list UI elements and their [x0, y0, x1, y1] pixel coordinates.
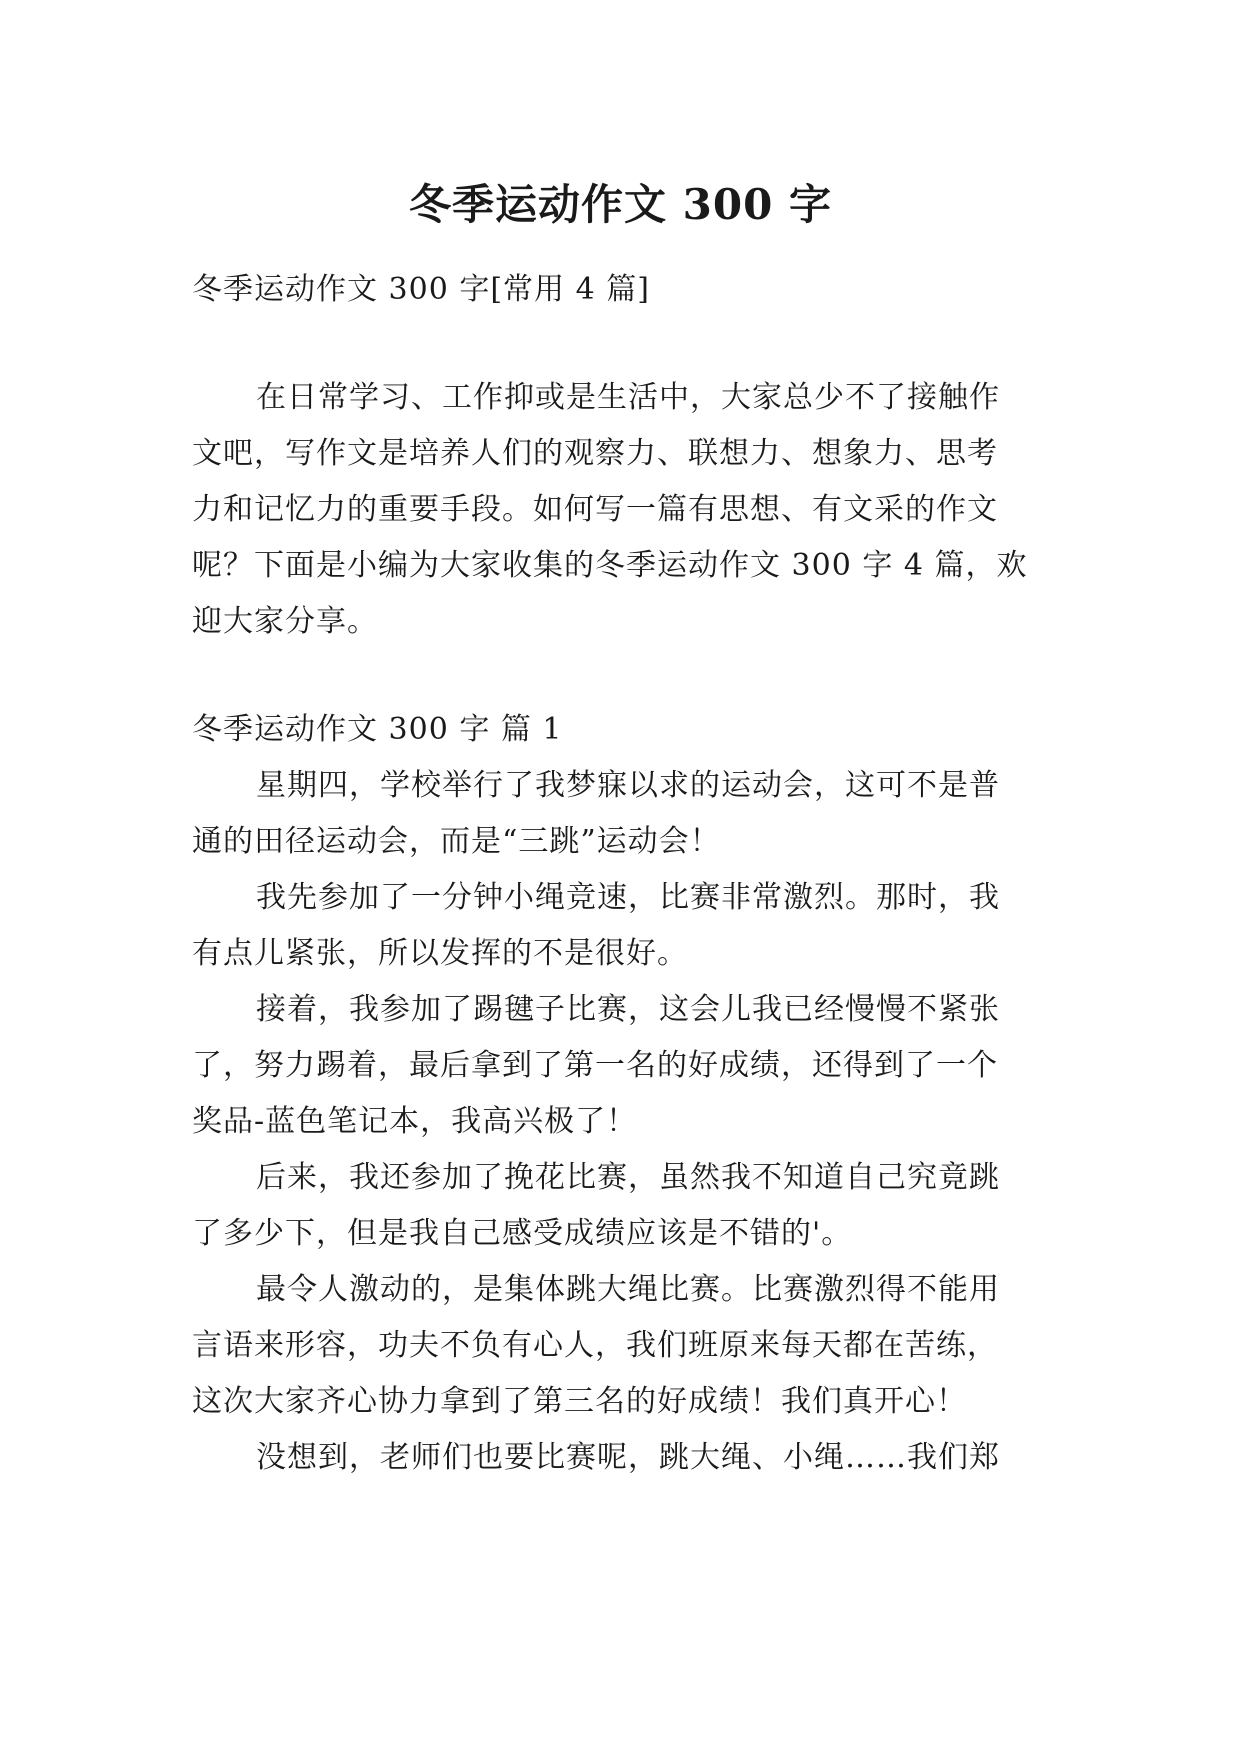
intro-line: 力和记忆力的重要手段。如何写一篇有思想、有文采的作文 [192, 492, 998, 527]
document-title: 冬季运动作文 300 字 [409, 180, 832, 230]
paragraph [192, 982, 1052, 1150]
paragraph-line: 言语来形容，功夫不负有心人，我们班原来每天都在苦练， [192, 1328, 998, 1363]
paragraph-line: 有点儿紧张，所以发挥的不是很好。 [192, 936, 688, 971]
spacer [192, 650, 1052, 702]
paragraph-line: 了多少下，但是我自己感受成绩应该是不错的'。 [192, 1216, 853, 1251]
section-heading: 冬季运动作文 300 字 篇 1 [192, 712, 563, 747]
paragraph [192, 870, 1052, 982]
paragraph-line: 奖品-蓝色笔记本，我高兴极了！ [192, 1104, 638, 1139]
paragraph [192, 1262, 1052, 1430]
paragraph-line: 星期四，学校举行了我梦寐以求的运动会，这可不是普 [256, 768, 1000, 803]
paragraph-line: 最令人激动的，是集体跳大绳比赛。比赛激烈得不能用 [256, 1272, 1000, 1307]
paragraph-line: 我先参加了一分钟小绳竞速，比赛非常激烈。那时，我 [256, 880, 1000, 915]
paragraph [192, 1430, 1052, 1486]
document-subtitle: 冬季运动作文 300 字[常用 4 篇] [192, 272, 650, 307]
intro-line: 迎大家分享。 [192, 604, 378, 639]
spacer [192, 318, 1052, 370]
intro-line: 在日常学习、工作抑或是生活中，大家总少不了接触作 [256, 380, 1000, 415]
paragraph [192, 758, 1052, 870]
paragraph-line: 没想到，老师们也要比赛呢，跳大绳、小绳……我们郑 [256, 1440, 1000, 1475]
intro-paragraph [192, 370, 1052, 650]
intro-line: 文吧，写作文是培养人们的观察力、联想力、想象力、思考 [192, 436, 998, 471]
intro-line: 呢？下面是小编为大家收集的冬季运动作文 300 字 4 篇，欢 [192, 548, 1028, 583]
paragraph-line: 这次大家齐心协力拿到了第三名的好成绩！我们真开心！ [192, 1384, 967, 1419]
paragraph-line: 接着，我参加了踢毽子比赛，这会儿我已经慢慢不紧张 [256, 992, 1000, 1027]
paragraph-line: 了，努力踢着，最后拿到了第一名的好成绩，还得到了一个 [192, 1048, 998, 1083]
paragraph-line: 通的田径运动会，而是“三跳”运动会！ [192, 824, 721, 859]
paragraph [192, 1150, 1052, 1262]
paragraph-line: 后来，我还参加了挽花比赛，虽然我不知道自己究竟跳 [256, 1160, 1000, 1195]
document-body [192, 262, 1052, 1486]
